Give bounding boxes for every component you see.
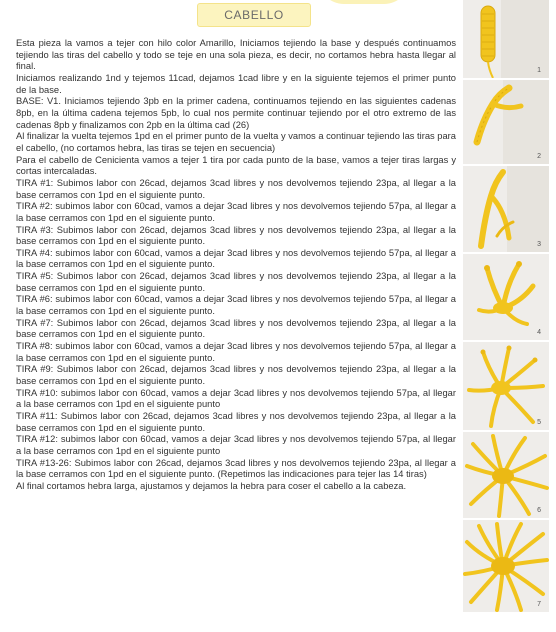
paragraph-tira-4: TIRA #4: subimos labor con 60cad, vamos a dejar 3cad libres y nos devolvemos tejiendo 57pa, al llegar a la base cerramos con 1pd en el siguiente punto. bbox=[16, 247, 456, 270]
paragraph-tira-12: TIRA #12: subimos labor con 60cad, vamos a dejar 3cad libres y nos devolvemos tejiendo 57pa, al llegar a la base cerramos con 1pd en el siguiente punto bbox=[16, 434, 456, 456]
crochet-finished-hair-image bbox=[463, 520, 549, 612]
paragraph-tira-3: TIRA #3: Subimos labor con 26cad, dejamos 3cad libres y nos devolvemos tejiendo 23pa, al llegar a la base cerramos con 1pd en el siguiente punto. bbox=[16, 224, 456, 247]
paragraph-tira-5: TIRA #5: Subimos labor con 26cad, dejamos 3cad libres y nos devolvemos tejiendo 23pa, al llegar a la base cerramos con 1pd en el siguiente punto. bbox=[16, 271, 456, 293]
step-photos bbox=[463, 0, 551, 632]
paragraph-base: BASE: V1. Iniciamos tejiendo 3pb en la primer cadena, continuamos tejiendo en las siguientes cadenas 8pb, en la última cadena tejemos 5pb, lo cual nos permite continuar tejiendo por el otro extremo de las cadenas 8pb y finalizamos con 2pb en la última cad (26) bbox=[16, 96, 456, 130]
crochet-burst-image bbox=[463, 432, 549, 518]
crochet-strip-image bbox=[463, 80, 549, 164]
step-photo-1 bbox=[463, 0, 549, 78]
step-photo-5 bbox=[463, 342, 549, 430]
crochet-more-strips-image bbox=[463, 342, 549, 430]
paragraph-tira-1: TIRA #1: Subimos labor con 26cad, dejamos 3cad libres y nos devolvemos tejiendo 23pa, al llegar a la base cerramos con 1pd en el siguiente punto. bbox=[16, 177, 456, 200]
paragraph-tira-7: TIRA #7: Subimos labor con 26cad, dejamos 3cad libres y nos devolvemos tejiendo 23pa, al llegar a la base cerramos con 1pd en el siguiente punto. bbox=[16, 317, 456, 340]
paragraph-tira-13-26: TIRA #13-26: Subimos labor con 26cad, dejamos 3cad libres y nos devolvemos tejiendo 23pa, al llegar a la base cerramos con 1pd en el siguiente punto. (Repetimos las indicaciones para tejer las 14 tiras) bbox=[16, 457, 456, 480]
photo-number: 6 bbox=[537, 507, 541, 514]
photo-number: 2 bbox=[537, 153, 541, 160]
paragraph-intro: Esta pieza la vamos a tejer con hilo color Amarillo, Iniciamos tejiendo la base y después continuamos tejiendo las tiras del cabello y todo se teje en una sola pieza, es decir, no cortamos hebra hasta llegar al final. bbox=[16, 38, 456, 72]
decorative-sun-shape bbox=[318, 0, 410, 4]
section-title bbox=[197, 3, 311, 27]
photo-number: 3 bbox=[537, 241, 541, 248]
paragraph-start: Iniciamos realizando 1nd y tejemos 11cad, dejamos 1cad libre y en la siguiente tejemos el primer punto de la base. bbox=[16, 72, 456, 95]
paragraph-tira-8: TIRA #8: subimos labor con 60cad, vamos a dejar 3cad libres y nos devolvemos tejiendo 57pa, al llegar a la base cerramos con 1pd en el siguiente punto. bbox=[16, 341, 456, 363]
paragraph-tira-9: TIRA #9: Subimos labor con 26cad, dejamos 3cad libres y nos devolvemos tejiendo 23pa, al llegar a la base cerramos con 1pd en el siguiente punto. bbox=[16, 364, 456, 387]
photo-number: 5 bbox=[537, 419, 541, 426]
step-photo-2 bbox=[463, 80, 549, 164]
step-photo-3 bbox=[463, 166, 549, 252]
step-photo-6 bbox=[463, 432, 549, 518]
paragraph-after-base: Al finalizar la vuelta tejemos 1pd en el primer punto de la vuelta y vamos a continuar tejiendo las tiras para el cabello, (no cortamos hebra, las tiras se tejen en secuencia) bbox=[16, 131, 456, 153]
paragraph-tira-6: TIRA #6: subimos labor con 60cad, vamos a dejar 3cad libres y nos devolvemos tejiendo 57pa, al llegar a la base cerramos con 1pd en el siguiente punto. bbox=[16, 294, 456, 317]
instructions-text bbox=[16, 38, 456, 493]
paragraph-finish: Al final cortamos hebra larga, ajustamos y dejamos la hebra para coser el cabello a la cabeza. bbox=[16, 480, 407, 491]
section-title-text: CABELLO bbox=[224, 8, 284, 22]
paragraph-tira-11: TIRA #11: Subimos labor con 26cad, dejamos 3cad libres y nos devolvemos tejiendo 23pa, al llegar a la base cerramos con 1pd en el siguiente punto. bbox=[16, 411, 456, 433]
photo-number: 1 bbox=[537, 67, 541, 74]
photo-number: 7 bbox=[537, 601, 541, 608]
crochet-long-strip-image bbox=[463, 166, 549, 252]
step-photo-7 bbox=[463, 520, 549, 612]
paragraph-hair-strips: Para el cabello de Cenicienta vamos a tejer 1 tira por cada punto de la base, vamos a tejer tiras largas y cortas intercaladas. bbox=[16, 154, 456, 177]
step-photo-4 bbox=[463, 254, 549, 340]
photo-number: 4 bbox=[537, 329, 541, 336]
paragraph-tira-10: TIRA #10: subimos labor con 60cad, vamos a dejar 3cad libres y nos devolvemos tejiendo 57pa, al llegar a la base cerramos con 1pd en el siguiente punto bbox=[16, 387, 456, 410]
paragraph-tira-2: TIRA #2: subimos labor con 60cad, vamos a dejar 3cad libres y nos devolvemos tejiendo 57pa, al llegar a la base cerramos con 1pd en el siguiente punto. bbox=[16, 201, 456, 223]
crochet-strips-image bbox=[463, 254, 549, 340]
crochet-base-image bbox=[463, 0, 549, 78]
